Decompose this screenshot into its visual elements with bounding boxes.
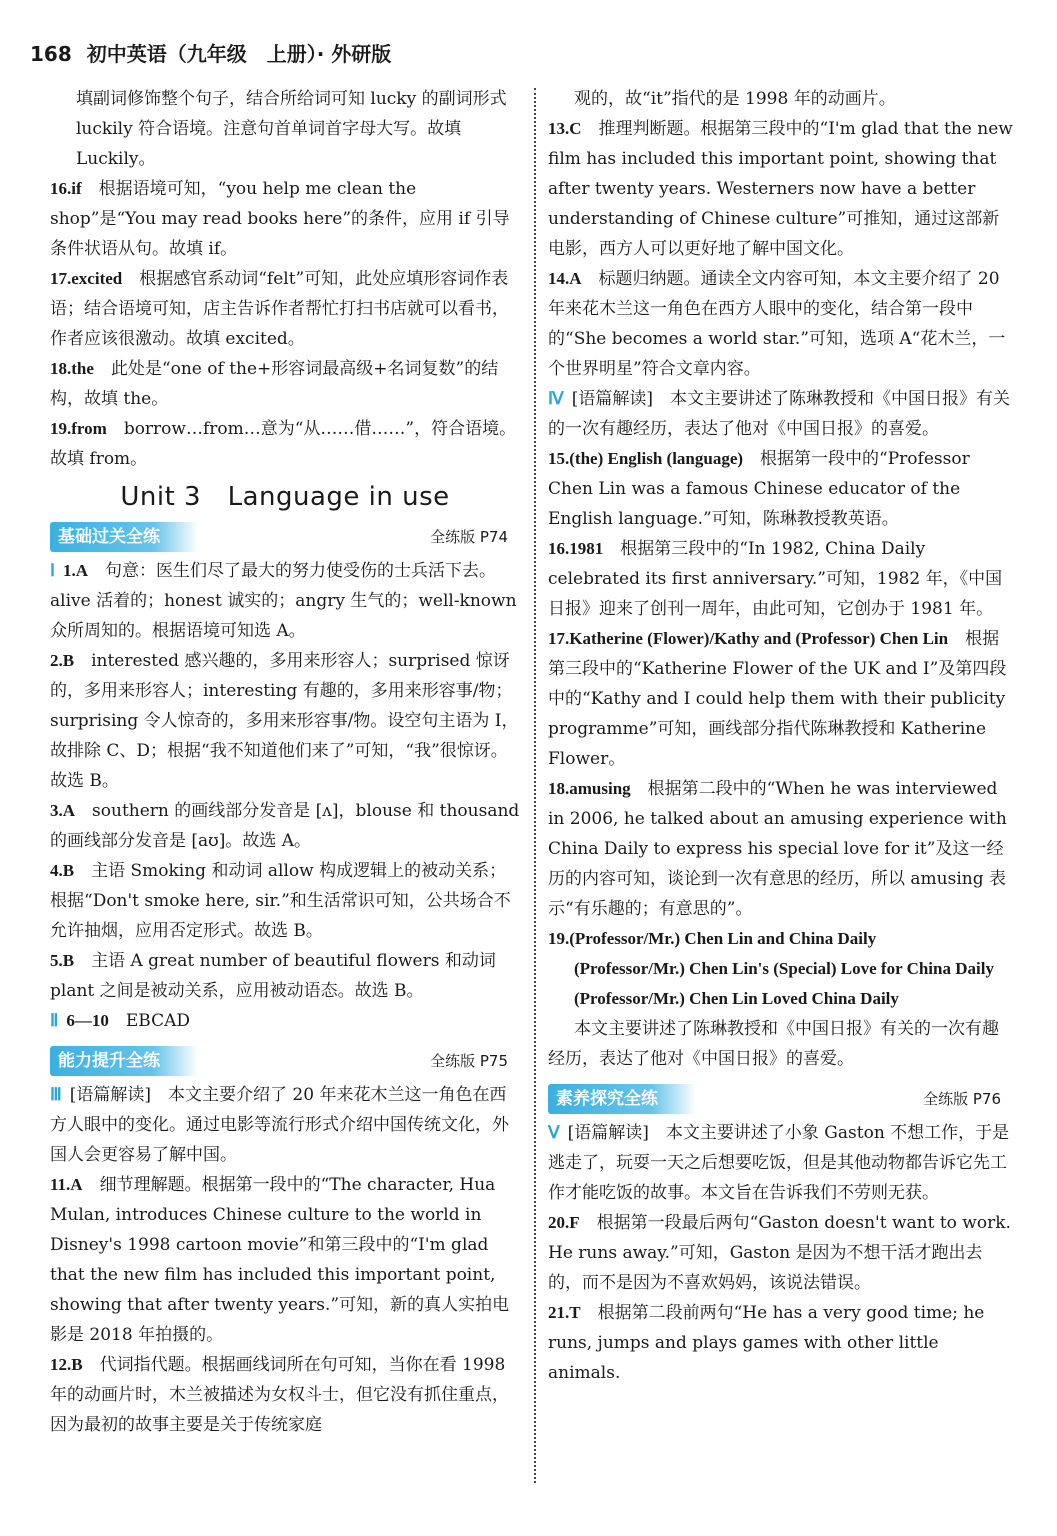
page-ref: 全练版 P75 [430, 1052, 508, 1070]
right-column [548, 84, 1013, 1388]
answer-continuation: 观的，故“it”指代的是 1998 年的动画片。 [574, 89, 896, 109]
answer-18: 18.amusing 根据第二段中的“When he was interviewed in 2006, he talked about an amusing experience with China Daily to express his special love for it”及这一经历的内容可知，谈论到一次有意思的经历，所以 amusing 表示“有乐趣的；有意思的”。 [548, 779, 1007, 919]
answer-20: 20.F 根据第一段最后两句“Gaston doesn't want to work. He runs away.”可知，Gaston 是因为不想干活才跑出去的，而不是因为不喜欢妈妈，该说法错误。 [548, 1213, 1011, 1293]
answer-2: 2.B interested 感兴趣的，多用来形容人；surprised 惊讶的，多用来形容人；interesting 有趣的，多用来形容事/物；surprising 令人惊奇的，多用来形容事/物。设空句主语为 I，故排除 C、D；根据“我不知道他们来了”可知，“我”很惊讶。故选 B。 [50, 651, 519, 791]
column-divider [534, 88, 536, 1483]
section-banner: 素养探究全练 [548, 1084, 696, 1114]
answer-5: 5.B 主语 A great number of beautiful flowers 和动词 plant 之间是被动关系，应用被动语态。故选 B。 [50, 951, 496, 1001]
answer-4: 4.B 主语 Smoking 和动词 allow 构成逻辑上的被动关系；根据“Don't smoke here, sir.”和生活常识可知，公共场合不允许抽烟，应用否定形式。故选 B。 [50, 861, 511, 941]
answer-3: 3.A southern 的画线部分发音是 [ʌ]，blouse 和 thousand 的画线部分发音是 [aʊ]。故选 A。 [50, 801, 520, 851]
answer-continuation: 填副词修饰整个句子，结合所给词可知 lucky 的副词形式 luckily 符合语境。注意句首单词首字母大写。故填 Luckily。 [76, 89, 507, 169]
answer-12: 12.B 代词指代题。根据画线词所在句可知，当你在看 1998 年的动画片时，木兰被描述为女权斗士，但它没有抓住重点，因为最初的故事主要是关于传统家庭 [50, 1355, 509, 1435]
passage-summary-5: Ⅴ [语篇解读] 本文主要讲述了小象 Gaston 不想工作，于是逃走了，玩耍一天之后想要吃饭，但是其他动物都告诉它先工作才能吃饭的故事。本文旨在告诉我们不劳则无获。 [548, 1123, 1010, 1203]
answer-16: 16.1981 根据第三段中的“In 1982, China Daily celebrated its first anniversary.”可知，1982 年，《中国日报》迎来了创刊一周年，由此可知，它创办于 1981 年。 [548, 539, 1003, 619]
answer-13: 13.C 推理判断题。根据第三段中的“I'm glad that the new film has included this important point, showing that after twenty years. Westerners now have a better understanding of Chinese culture”可推知，通过这部新电影，西方人可以更好地了解中国文化。 [548, 119, 1013, 259]
answer-19: 19.(Professor/Mr.) Chen Lin and China Daily (Professor/Mr.) Chen Lin's (Special) Love for China Daily (Professor/Mr.) Chen Lin Loved China Daily 本文主要讲述了陈琳教授和《中国日报》有关的一次有趣经历，表达了他对《中国日报》的喜爱。 [548, 929, 999, 1069]
answer-17: 17.excited 根据感官系动词“felt”可知，此处应填形容词作表语；结合语境可知，店主告诉作者帮忙打扫书店就可以看书，作者应该很激动。故填 excited。 [50, 269, 509, 349]
passage-summary-4: Ⅳ [语篇解读] 本文主要讲述了陈琳教授和《中国日报》有关的一次有趣经历，表达了他对《中国日报》的喜爱。 [548, 389, 1010, 439]
page-ref: 全练版 P76 [923, 1090, 1001, 1108]
unit-title: Unit 3 Language in use [120, 482, 450, 512]
answer-14: 14.A 标题归纳题。通读全文内容可知，本文主要介绍了 20 年来花木兰这一角色在西方人眼中的变化，结合第一段中的“She becomes a world star.”可知，选项 A“花木兰，一个世界明星”符合文章内容。 [548, 269, 1006, 379]
answer-6-10: Ⅱ 6—10 EBCAD [50, 1011, 191, 1031]
answer-17: 17.Katherine (Flower)/Kathy and (Professor) Chen Lin 根据第三段中的“Katherine Flower of the UK and I”及第四段中的“Kathy and I could help them with their publicity programme”可知，画线部分指代陈琳教授和 Katherine Flower。 [548, 629, 1007, 769]
answer-11: 11.A 细节理解题。根据第一段中的“The character, Hua Mulan, introduces Chinese culture to the world in Disney's 1998 cartoon movie”和第三段中的“I'm glad that the new film has included this important point, showing that after twenty years.”可知，新的真人实拍电影是 2018 年拍摄的。 [50, 1175, 510, 1345]
section-header-basic [50, 522, 520, 552]
answer-16: 16.if 根据语境可知，“you help me clean the shop”是“You may read books here”的条件，应用 if 引导条件状语从句。故填 if。 [50, 179, 510, 259]
section-header-literacy [548, 1084, 1013, 1114]
page-number: 168 [30, 42, 72, 66]
answer-1: Ⅰ 1.A 句意：医生们尽了最大的努力使受伤的士兵活下去。alive 活着的；honest 诚实的；angry 生气的；well-known 众所周知的。根据语境可知选 A。 [50, 561, 517, 641]
section-banner: 基础过关全练 [50, 522, 198, 552]
page-ref: 全练版 P74 [430, 528, 508, 546]
answer-19: 19.from borrow…from…意为“从……借……”，符合语境。故填 from。 [50, 419, 517, 469]
page-header [30, 38, 391, 67]
section-banner: 能力提升全练 [50, 1046, 198, 1076]
passage-summary-3: Ⅲ [语篇解读] 本文主要介绍了 20 年来花木兰这一角色在西方人眼中的变化。通过电影等流行形式介绍中国传统文化，外国人会更容易了解中国。 [50, 1085, 509, 1165]
book-title: 初中英语（九年级 上册）· 外研版 [86, 42, 392, 66]
answer-15: 15.(the) English (language) 根据第一段中的“Professor Chen Lin was a famous Chinese educator of the English language.”可知，陈琳教授教英语。 [548, 449, 970, 529]
answer-21: 21.T 根据第二段前两句“He has a very good time; he runs, jumps and plays games with other little animals. [548, 1303, 985, 1383]
left-column [50, 84, 520, 1440]
answer-18: 18.the 此处是“one of the+形容词最高级+名词复数”的结构，故填 the。 [50, 359, 499, 409]
section-header-ability [50, 1046, 520, 1076]
